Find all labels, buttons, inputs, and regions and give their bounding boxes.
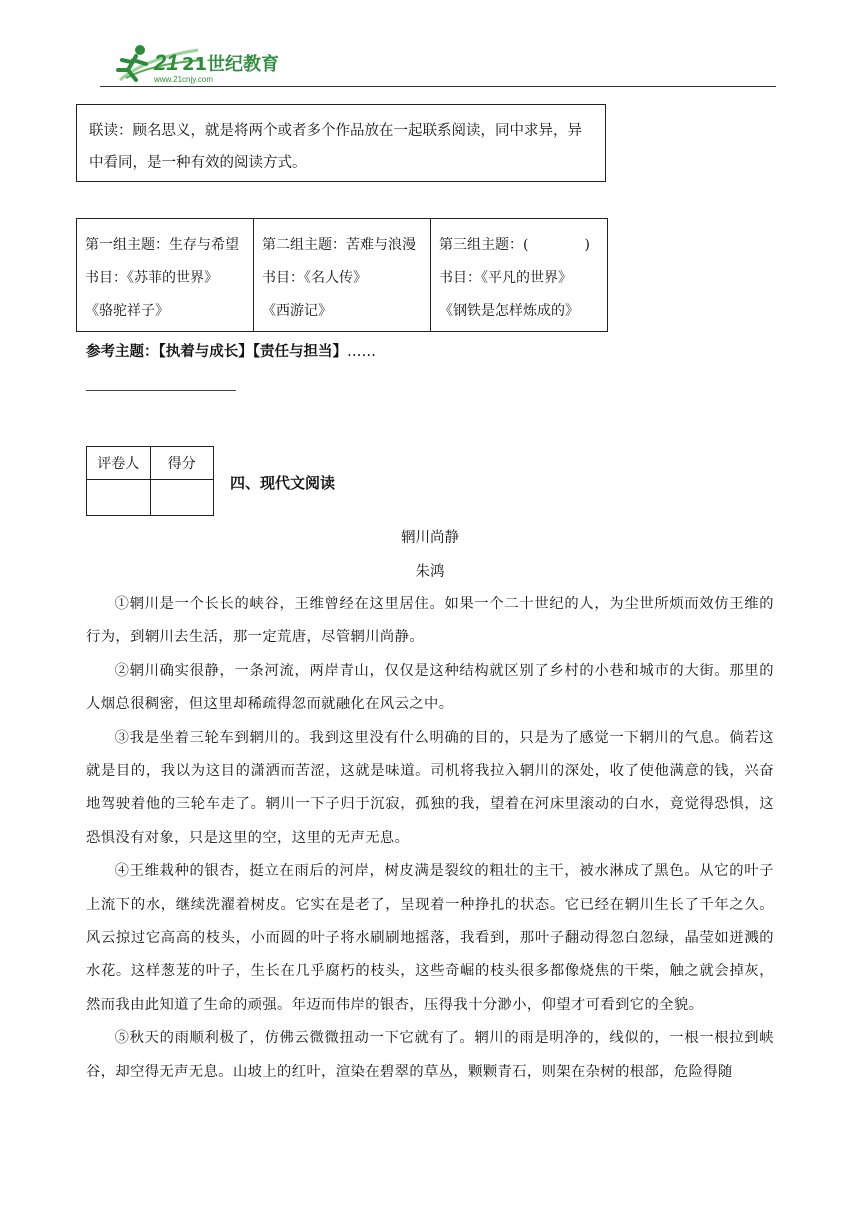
paragraph: ①辋川是一个长长的峡谷，王维曾经在这里居住。如果一个二十世纪的人，为尘世所烦而效仿王维的行为，到辋川去生活，那一定荒唐，尽管辋川尚静。	[86, 596, 774, 646]
paragraph: ⑤秋天的雨顺利极了，仿佛云微微扭动一下它就有了。辋川的雨是明净的，线似的，一根一根拉到峡谷，却空得无声无息。山坡上的红叶，渲染在碧翠的草丛，颗颗青石，则架在杂树的根部，危险得随	[86, 1030, 774, 1080]
paragraph: ④王维栽种的银杏，挺立在雨后的河岸，树皮满是裂纹的粗壮的主干，被水淋成了黑色。从它的叶子上流下的水，继续洗濯着树皮。它实在是老了，呈现着一种挣扎的状态。它已经在辋川生长了千年之久。风云掠过它高高的枝头，小而圆的叶子将水刷刷地摇落，我看到，那叶子翻动得忽白忽绿，晶莹如迸溅的水花。这样葱茏的叶子，生长在几乎腐朽的枝头，这些奇崛的枝头很多都像烧焦的干柴，触之就会掉灰，然而我由此知道了生命的顽强。年迈而伟岸的银杏，压得我十分渺小，仰望才可看到它的全貌。	[86, 863, 774, 1013]
svg-text:21世纪教育: 21世纪教育	[182, 54, 280, 75]
topic-book2: 《骆驼祥子》	[85, 303, 169, 319]
grader-cell[interactable]	[87, 480, 151, 516]
paragraph: ③我是坐着三轮车到辋川的。我到这里没有什么明确的目的，只是为了感觉一下辋川的气息。倘若这就是目的，我以为这目的潇洒而苦涩，这就是味道。司机将我拉入辋川的深处，收了使他满意的钱，兴奋地驾驶着他的三轮车走了。辋川一下子归于沉寂，孤独的我，望着在河床里滚动的白水，竟觉得恐惧，这恐惧没有对象，只是这里的空，这里的无声无息。	[86, 729, 774, 846]
topic-books: 书目：《名人传》	[262, 270, 367, 286]
topic-theme: 第一组主题：生存与希望	[85, 237, 239, 253]
topic-cell-2	[254, 219, 431, 332]
svg-text:www.21cnjy.com: www.21cnjy.com	[154, 75, 213, 84]
topic-theme: 第二组主题：苦难与浪漫	[262, 237, 416, 253]
site-logo	[106, 40, 286, 86]
topics-table	[76, 218, 608, 332]
topic-books: 书目：《苏菲的世界》	[85, 270, 218, 286]
topic-cell-3	[431, 219, 608, 332]
topic-cell-1	[77, 219, 254, 332]
article-body	[86, 588, 774, 1089]
paragraph: ②辋川确实很静，一条河流，两岸青山，仅仅是这种结构就区别了乡村的小巷和城市的大街。那里的人烟总很稠密，但这里却稀疏得忽而就融化在风云之中。	[86, 662, 774, 713]
header-divider	[100, 86, 776, 87]
answer-line[interactable]	[86, 390, 236, 391]
score-cell[interactable]	[150, 480, 214, 516]
score-table	[86, 446, 214, 516]
grader-header: 评卷人	[87, 447, 151, 480]
article-title: 辋川尚静	[401, 530, 459, 546]
topic-book2: 《西游记》	[262, 303, 332, 319]
section-title: 四、现代文阅读	[230, 474, 336, 492]
page-header	[100, 38, 776, 88]
note-text: 联读：顾名思义，就是将两个或者多个作品放在一起联系阅读，同中求异，异中看同，是一种有效的阅读方式。	[89, 123, 582, 171]
score-header: 得分	[150, 447, 214, 480]
note-box	[76, 104, 606, 182]
topic-book2: 《钢铁是怎样炼成的》	[439, 303, 579, 319]
reference-themes: 参考主题：【执着与成长】【责任与担当】……	[86, 343, 376, 360]
topic-theme-blank[interactable]: 第三组主题：( )	[439, 237, 590, 253]
svg-text:21: 21	[154, 50, 179, 75]
article-author: 朱鸿	[415, 564, 445, 580]
topic-books: 书目：《平凡的世界》	[439, 270, 572, 286]
